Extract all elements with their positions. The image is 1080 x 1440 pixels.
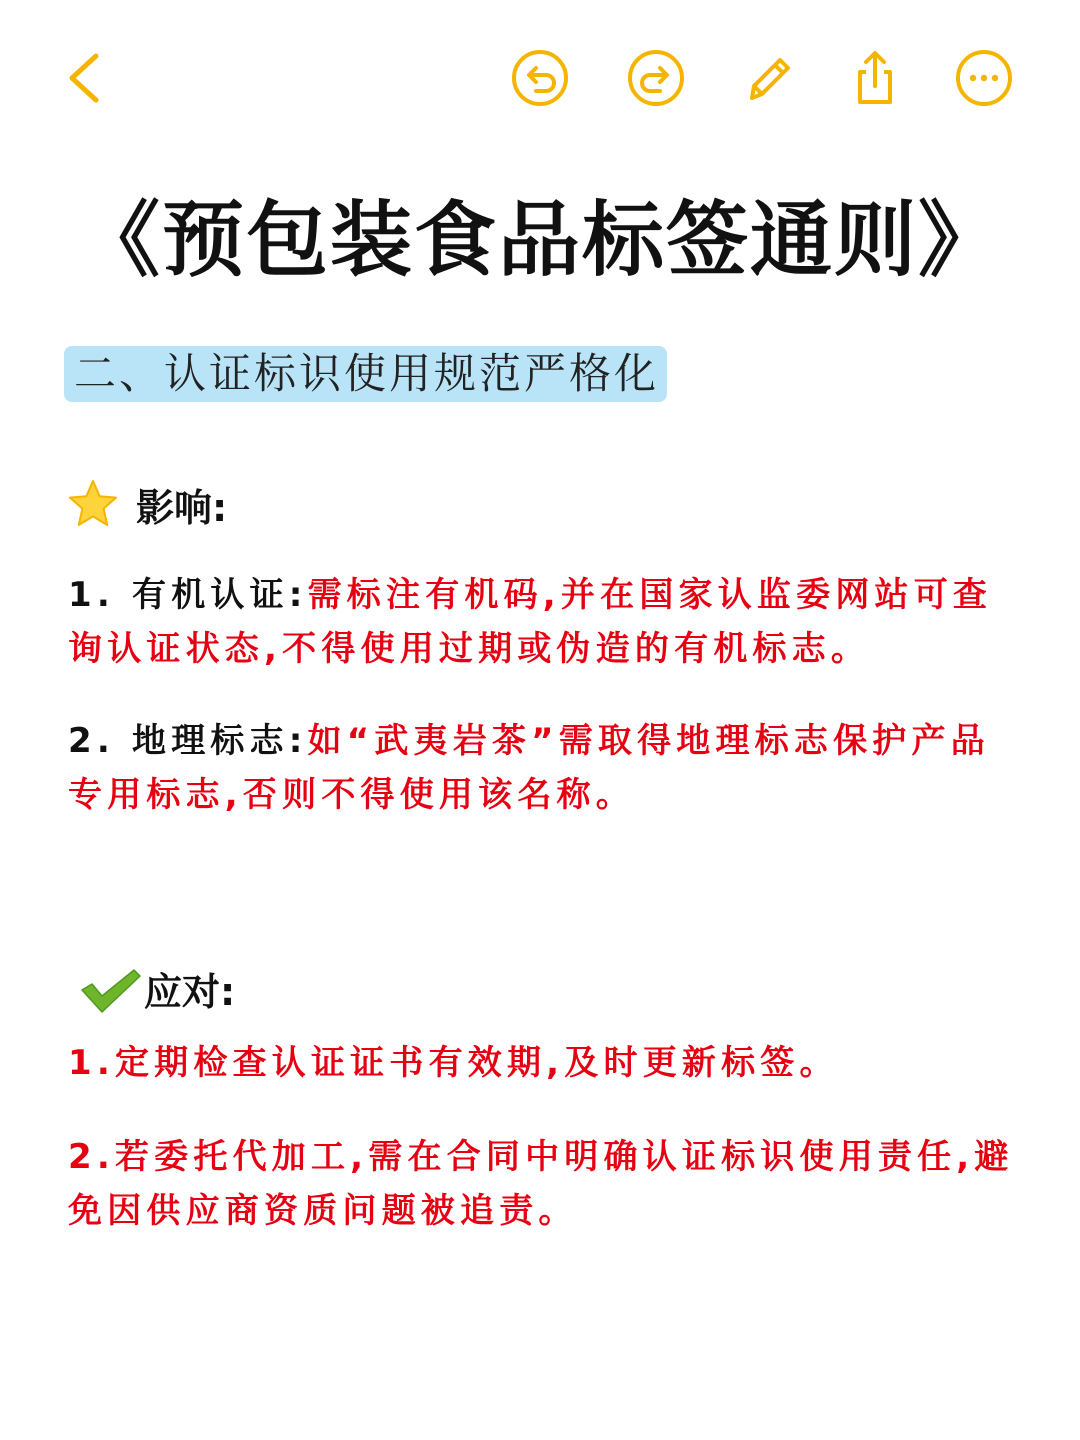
- pencil-icon: [738, 48, 798, 108]
- response-heading: [78, 960, 235, 1016]
- impact-item-text: 需标注有机码,并在国家认监委网站可查询认证状态,不得使用过期或伪造的有机标志。: [68, 575, 993, 669]
- response-label: 应对:: [144, 969, 236, 1014]
- more-icon: [954, 48, 1014, 108]
- toolbar: [0, 40, 1080, 120]
- note-title: 《预包装食品标签通则》: [77, 192, 1002, 288]
- impact-heading: [66, 476, 227, 532]
- impact-item: [68, 714, 1028, 822]
- impact-item: [68, 568, 1028, 676]
- response-item: 2.若委托代加工,需在合同中明确认证标识使用责任,避免因供应商资质问题被追责。: [68, 1137, 1014, 1231]
- section-heading: 二、认证标识使用规范严格化: [64, 346, 667, 402]
- redo-button[interactable]: [618, 40, 694, 116]
- undo-icon: [510, 48, 570, 108]
- chevron-left-icon: [56, 48, 116, 108]
- more-button[interactable]: [946, 40, 1022, 116]
- checkmark-icon: [78, 960, 142, 1016]
- impact-item-lead: 1. 有机认证:: [68, 575, 308, 615]
- impact-label: 影响:: [136, 485, 228, 530]
- back-button[interactable]: [48, 40, 124, 116]
- response-item: 1.定期检查认证证书有效期,及时更新标签。: [68, 1043, 839, 1083]
- share-icon: [844, 48, 904, 108]
- edit-button[interactable]: [730, 40, 806, 116]
- undo-button[interactable]: [502, 40, 578, 116]
- redo-icon: [626, 48, 686, 108]
- star-icon: [66, 477, 120, 531]
- impact-item-text: 如“武夷岩茶”需取得地理标志保护产品专用标志,否则不得使用该名称。: [68, 721, 990, 815]
- impact-item-lead: 2. 地理标志:: [68, 721, 308, 761]
- share-button[interactable]: [836, 40, 912, 116]
